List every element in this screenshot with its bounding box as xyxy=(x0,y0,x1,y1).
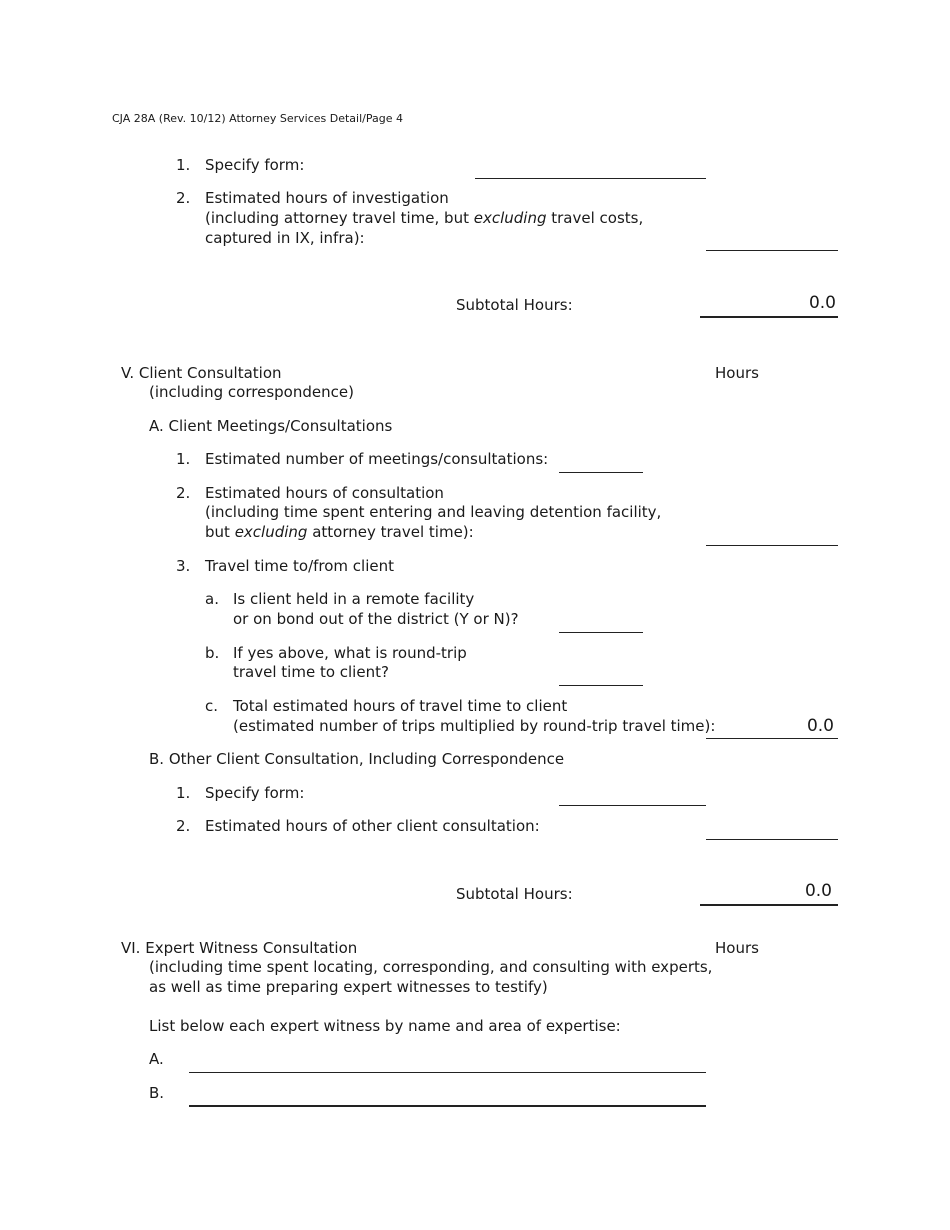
item-number: 1. xyxy=(176,156,191,174)
section-vi-title: VI. Expert Witness Consultation xyxy=(121,939,358,957)
witness-label: B. xyxy=(149,1084,165,1102)
witness-b-field[interactable] xyxy=(189,1087,706,1107)
investigation-hours-note: (including attorney travel time, but excluding travel costs, xyxy=(205,209,644,227)
travel-time-label: Travel time to/from client xyxy=(205,557,395,575)
other-consultation-hours-label: Estimated hours of other client consultation: xyxy=(205,817,540,835)
section-vi-subtitle: (including time spent locating, corresponding, and consulting with experts, xyxy=(149,958,713,976)
investigation-hours-label: Estimated hours of investigation xyxy=(205,189,449,207)
total-travel-value: 0.0 xyxy=(806,716,834,736)
total-travel-label-cont: (estimated number of trips multiplied by round-trip travel time): xyxy=(233,717,716,735)
round-trip-label: If yes above, what is round-trip xyxy=(233,644,467,662)
total-travel-label: Total estimated hours of travel time to client xyxy=(233,697,568,715)
consultation-hours-note: (including time spent entering and leaving detention facility, xyxy=(205,503,662,521)
hours-column-label: Hours xyxy=(715,939,759,957)
item-number: 2. xyxy=(176,484,191,502)
witness-label: A. xyxy=(149,1050,164,1068)
other-specify-form-field[interactable] xyxy=(559,787,706,806)
meetings-count-field[interactable] xyxy=(559,454,643,473)
item-number: 2. xyxy=(176,817,191,835)
section-v-subtitle: (including correspondence) xyxy=(149,383,354,401)
round-trip-field[interactable] xyxy=(559,667,643,686)
sub-item-letter: c. xyxy=(205,697,219,715)
section-vi-subtitle-cont: as well as time preparing expert witnesses to testify) xyxy=(149,978,548,996)
other-consultation-hours-field[interactable] xyxy=(706,821,838,840)
investigation-hours-note-cont: captured in IX, infra): xyxy=(205,229,365,247)
subsection-a-title: A. Client Meetings/Consultations xyxy=(149,417,393,435)
subtotal-underline xyxy=(700,886,838,906)
other-specify-form-label: Specify form: xyxy=(205,784,305,802)
meetings-count-label: Estimated number of meetings/consultations: xyxy=(205,450,549,468)
total-travel-underline xyxy=(706,720,838,739)
item-number: 3. xyxy=(176,557,191,575)
subtotal-underline xyxy=(700,298,838,318)
item-number: 1. xyxy=(176,784,191,802)
remote-facility-label: Is client held in a remote facility xyxy=(233,590,475,608)
sub-item-letter: a. xyxy=(205,590,219,608)
item-number: 2. xyxy=(176,189,191,207)
consultation-hours-field[interactable] xyxy=(706,527,838,546)
subtotal-value: 0.0 xyxy=(804,881,832,901)
specify-form-field[interactable] xyxy=(475,160,706,179)
subtotal-label: Subtotal Hours: xyxy=(456,296,573,314)
subtotal-label: Subtotal Hours: xyxy=(456,885,573,903)
investigation-hours-field[interactable] xyxy=(706,232,838,251)
item-number: 1. xyxy=(176,450,191,468)
consultation-hours-note-cont: but excluding attorney travel time): xyxy=(205,523,474,541)
subtotal-value: 0.0 xyxy=(808,293,836,313)
sub-item-letter: b. xyxy=(205,644,220,662)
remote-facility-field[interactable] xyxy=(559,614,643,633)
consultation-hours-label: Estimated hours of consultation xyxy=(205,484,444,502)
remote-facility-label-cont: or on bond out of the district (Y or N)? xyxy=(233,610,519,628)
round-trip-label-cont: travel time to client? xyxy=(233,663,389,681)
expert-instruction: List below each expert witness by name and area of expertise: xyxy=(149,1017,621,1035)
hours-column-label: Hours xyxy=(715,364,759,382)
section-v-title: V. Client Consultation xyxy=(121,364,282,382)
form-header: CJA 28A (Rev. 10/12) Attorney Services Detail/Page 4 xyxy=(112,112,403,125)
witness-a-field[interactable] xyxy=(189,1054,706,1073)
specify-form-label: Specify form: xyxy=(205,156,305,174)
subsection-b-title: B. Other Client Consultation, Including Correspondence xyxy=(149,750,565,768)
